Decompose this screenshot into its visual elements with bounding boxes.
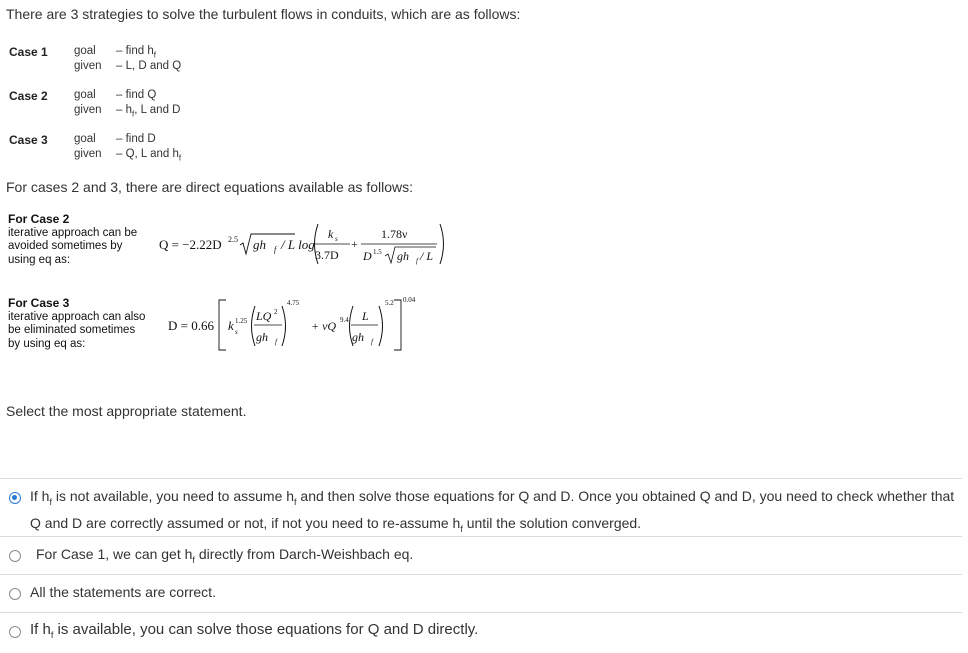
svg-text:2.5: 2.5 <box>228 235 238 244</box>
case-1-given-word: given <box>74 60 102 72</box>
question-prompt: Select the most appropriate statement. <box>6 403 247 419</box>
answer-option-3[interactable] <box>0 574 962 613</box>
radio-unselected[interactable] <box>9 550 21 562</box>
svg-text:f: f <box>371 338 373 346</box>
svg-text:5.2: 5.2 <box>385 299 394 307</box>
svg-text:LQ: LQ <box>256 309 272 323</box>
svg-text:f: f <box>274 245 277 254</box>
svg-text:k: k <box>328 227 334 241</box>
eq-case3-formula <box>165 292 425 354</box>
answer-option-2[interactable] <box>0 536 962 575</box>
eq-case3-description: For Case 3 iterative approach can also be eliminated sometimes by using eq as: <box>8 296 146 350</box>
svg-text:k: k <box>228 318 234 333</box>
svg-text:1.78ν: 1.78ν <box>381 227 408 241</box>
svg-text:s: s <box>235 328 238 336</box>
svg-text:f: f <box>416 257 418 265</box>
svg-text:s: s <box>335 235 338 243</box>
case-3-goal-word: goal <box>74 133 96 145</box>
svg-text:/ L log: / L log <box>281 237 315 252</box>
case-1-goal: – find $h_f$ <box>116 45 156 60</box>
svg-text:3.7D: 3.7D <box>315 248 339 262</box>
answer-option-4[interactable] <box>0 612 962 653</box>
radio-selected[interactable] <box>9 492 21 504</box>
svg-text:Q = −2.22D: Q = −2.22D <box>159 237 222 252</box>
case-1-label: Case 1 <box>9 45 48 59</box>
case-3-goal: – find D <box>116 133 156 145</box>
svg-text:L: L <box>362 309 369 323</box>
eq-case2-description: For Case 2 iterative approach can be avoided sometimes by using eq as: <box>8 212 138 266</box>
svg-text:D: D <box>363 249 372 263</box>
case-2-label: Case 2 <box>9 89 48 103</box>
svg-text:0.04: 0.04 <box>403 296 416 304</box>
intro-text: There are 3 strategies to solve the turbulent flows in conduits, which are as follows: <box>6 6 521 22</box>
case-1-given: – L, D and Q <box>116 60 182 72</box>
case-3-given-word: given <box>74 148 102 160</box>
svg-text:gh: gh <box>397 249 409 263</box>
case-2-goal: – find Q <box>116 89 157 101</box>
svg-text:gh: gh <box>253 237 266 252</box>
svg-text:+: + <box>351 237 358 251</box>
answer-option-1-text: If $h_f$ is not available, you need to assume $h_f$ and then solve those equations for Q and D. Once you obtained Q and D, you need to check whether that Q and D are correctly assumed or not, if not you need to re-assume $h_f$ until the solution converged. <box>30 488 955 534</box>
answer-option-1[interactable] <box>0 478 962 537</box>
svg-text:2: 2 <box>274 308 278 316</box>
case-1-goal-word: goal <box>74 45 96 57</box>
svg-text:/ L: / L <box>420 249 434 263</box>
svg-text:1.5: 1.5 <box>373 248 382 256</box>
direct-equations-text: For cases 2 and 3, there are direct equations available as follows: <box>6 179 414 195</box>
svg-text:9.4: 9.4 <box>340 316 349 324</box>
answer-option-3-text: All the statements are correct. <box>30 584 216 600</box>
case-2-goal-word: goal <box>74 89 96 101</box>
svg-text:f: f <box>275 338 277 346</box>
svg-text:1.25: 1.25 <box>235 317 248 325</box>
eq-case3-title: For Case 3 <box>8 296 70 310</box>
svg-text:+ νQ: + νQ <box>311 319 337 333</box>
radio-unselected[interactable] <box>9 588 21 600</box>
case-3-label: Case 3 <box>9 133 48 147</box>
svg-text:D = 0.66: D = 0.66 <box>168 318 214 333</box>
eq-case2-title: For Case 2 <box>8 212 70 226</box>
svg-text:gh: gh <box>352 330 364 344</box>
svg-text:4.75: 4.75 <box>287 299 300 307</box>
answer-option-4-text: If $h_f$ is available, you can solve those equations for Q and D directly. <box>30 621 479 640</box>
case-3-given: – Q, L and $h_f$ <box>116 148 182 163</box>
eq-case2-formula <box>155 218 455 270</box>
radio-unselected[interactable] <box>9 626 21 638</box>
svg-text:gh: gh <box>256 330 268 344</box>
case-2-given-word: given <box>74 104 102 116</box>
case-2-given: – $h_f$, L and D <box>116 104 181 119</box>
answer-option-2-text: For Case 1, we can get $h_f$ directly from Darch-Weishbach eq. <box>36 546 414 565</box>
